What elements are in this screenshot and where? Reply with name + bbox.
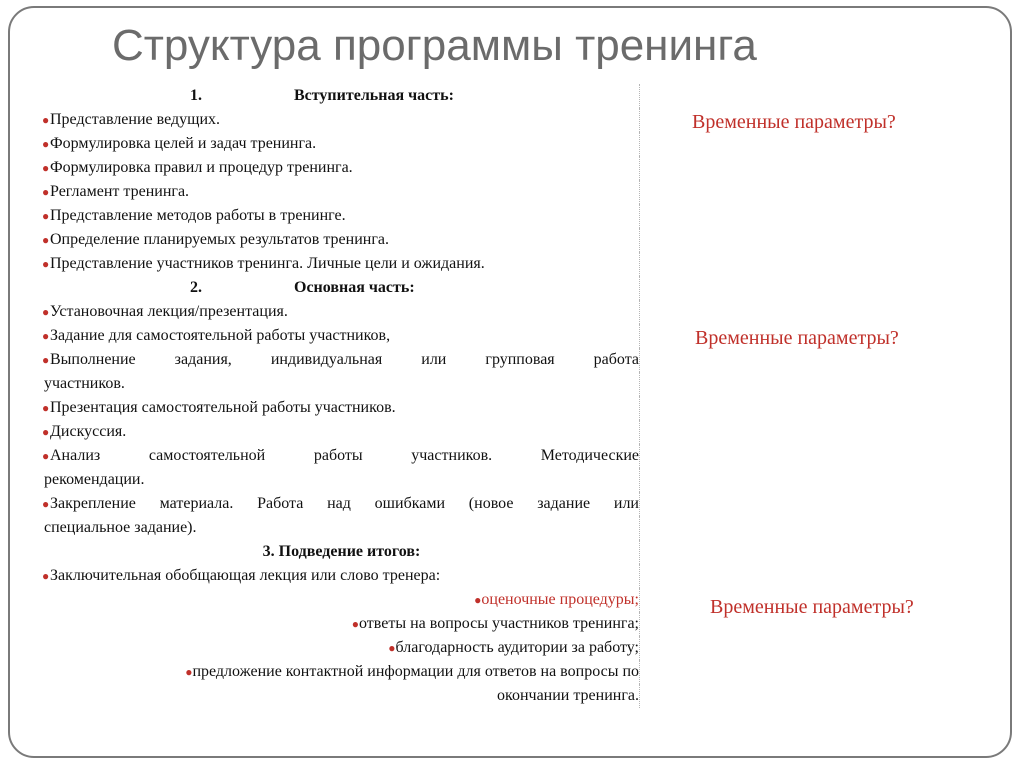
section-3-heading: 3. Подведение итогов: xyxy=(44,540,640,564)
list-item: ●Формулировка целей и задач тренинга. xyxy=(44,132,640,156)
list-item-continuation: специальное задание). xyxy=(44,516,640,540)
bullet-icon: ● xyxy=(42,329,50,343)
bullet-icon: ● xyxy=(42,161,50,175)
list-item-continuation: участников. xyxy=(44,372,640,396)
list-item: ●Анализ самостоятельной работы участников. Методические xyxy=(44,444,640,468)
bullet-icon: ● xyxy=(42,449,50,463)
list-item: ●Установочная лекция/презентация. xyxy=(44,300,640,324)
bullet-icon: ● xyxy=(42,497,50,511)
time-parameters-note-1: Временные параметры? xyxy=(692,111,896,133)
bullet-icon: ● xyxy=(42,185,50,199)
bullet-icon: ● xyxy=(351,617,360,631)
bullet-icon: ● xyxy=(42,353,50,367)
bullet-icon: ● xyxy=(185,665,193,679)
bullet-icon: ● xyxy=(42,425,50,439)
program-structure xyxy=(44,84,640,708)
list-item: ●Представление методов работы в тренинге. xyxy=(44,204,640,228)
list-item: ●Закрепление материала. Работа над ошибками (новое задание или xyxy=(44,492,640,516)
list-item: ●Задание для самостоятельной работы участников, xyxy=(44,324,640,348)
time-parameters-note-2: Временные параметры? xyxy=(695,327,899,349)
list-item: ●Определение планируемых результатов тренинга. xyxy=(44,228,640,252)
list-item-continuation: рекомендации. xyxy=(44,468,640,492)
bullet-icon: ● xyxy=(42,257,50,271)
list-item: ●ответы на вопросы участников тренинга; xyxy=(44,612,640,636)
slide-title: Структура программы тренинга xyxy=(112,21,757,70)
section-label: Вступительная часть: xyxy=(294,87,454,104)
bullet-icon: ● xyxy=(42,137,50,151)
section-2-heading xyxy=(44,276,640,300)
bullet-icon: ● xyxy=(42,113,50,127)
list-item: ●оценочные процедуры; xyxy=(44,588,640,612)
section-number: 1. xyxy=(190,87,202,104)
bullet-icon: ● xyxy=(42,233,50,247)
bullet-icon: ● xyxy=(42,401,50,415)
list-item: ●Заключительная обобщающая лекция или слово тренера: xyxy=(44,564,640,588)
list-item: ●благодарность аудитории за работу; xyxy=(44,636,640,660)
list-item: ●Регламент тренинга. xyxy=(44,180,640,204)
bullet-icon: ● xyxy=(388,641,396,655)
section-number: 2. xyxy=(190,279,202,296)
bullet-icon: ● xyxy=(42,305,50,319)
bullet-icon: ● xyxy=(42,569,50,583)
section-label: Основная часть: xyxy=(294,279,415,296)
list-item: ●Формулировка правил и процедур тренинга. xyxy=(44,156,640,180)
bullet-icon: ● xyxy=(42,209,50,223)
list-item: ●Выполнение задания, индивидуальная или групповая работа xyxy=(44,348,640,372)
list-item: ●Представление участников тренинга. Личные цели и ожидания. xyxy=(44,252,640,276)
list-item: ●предложение контактной информации для ответов на вопросы по xyxy=(44,660,640,684)
list-item: ●Представление ведущих. xyxy=(44,108,640,132)
list-item-continuation: окончании тренинга. xyxy=(44,684,640,708)
bullet-icon: ● xyxy=(474,593,482,607)
list-item: ●Презентация самостоятельной работы участников. xyxy=(44,396,640,420)
list-item: ●Дискуссия. xyxy=(44,420,640,444)
section-1-heading xyxy=(44,84,640,108)
time-parameters-note-3: Временные параметры? xyxy=(710,596,914,618)
